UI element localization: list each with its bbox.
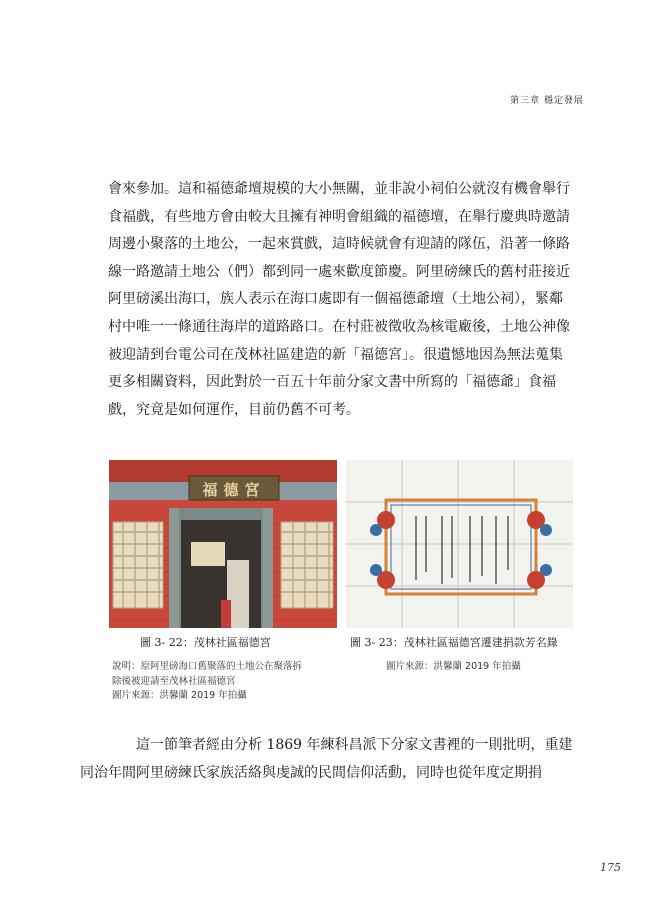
paragraph-line: 這一節筆者經由分析 1869 年練科昌派下分家文書裡的一則批明，重建: [136, 737, 573, 753]
paragraph-line: 同治年間阿里磅練氏家族活絡與虔誠的民間信仰活動，同時也從年度定期捐: [80, 764, 542, 781]
paragraph-line: 食福戲，有些地方會由較大且擁有神明會組織的福德壇，在舉行慶典時邀請: [108, 208, 570, 225]
note-line: 除後被迎請至茂林社區福德宮: [112, 675, 236, 687]
paragraph-line: 更多相關資料，因此對於一百五十年前分家文書中所寫的「福德爺」食福: [108, 374, 556, 391]
paragraph-line: 阿里磅溪出海口，族人表示在海口處即有一個福德爺壇（土地公祠），緊鄰: [108, 291, 563, 308]
figure-caption-left: 圖 3- 22：茂林社區福德宮: [140, 636, 271, 649]
page-number: 175: [600, 861, 621, 874]
paragraph-line: 會來參加。這和福德爺壇規模的大小無關，並非說小祠伯公就沒有機會舉行: [108, 181, 570, 197]
figure-note-right: [386, 660, 521, 675]
note-line: 說明：原阿里磅海口舊聚落的土地公在聚落拆: [112, 661, 303, 672]
donation-tiles-photo: [346, 460, 573, 628]
tile-wall-illustration: [346, 460, 573, 628]
figure-note-left: [112, 660, 352, 704]
paragraph-line: 周邊小聚落的土地公，一起來賞戲，這時候就會有迎請的隊伍，沿著一條路: [108, 236, 570, 253]
body-paragraph-1: [108, 176, 574, 424]
temple-entrance-photo: [109, 460, 337, 628]
body-paragraph-2: [80, 732, 574, 787]
paragraph-line: 戲，究竟是如何運作，目前仍舊不可考。: [108, 401, 360, 418]
running-header: 第三章 穩定發展: [510, 96, 584, 106]
paragraph-line: 村中唯一一條通往海岸的道路路口。在村莊被徵收為核電廠後，土地公神像: [108, 318, 570, 335]
note-line: 圖片來源：洪馨蘭 2019 年拍攝: [112, 690, 247, 701]
temple-plaque-text: 福德宮: [202, 481, 266, 499]
paragraph-line: 線一路邀請土地公（們）都到同一處來歡度節慶。阿里磅練氏的舊村莊接近: [108, 263, 570, 280]
paragraph-line: 被迎請到台電公司在茂林社區建造的新「福德宮」。很遺憾地因為無法蒐集: [108, 346, 563, 363]
figure-caption-right: 圖 3- 23：茂林社區福德宮遷建捐款芳名錄: [350, 636, 558, 649]
note-line: 圖片來源：洪馨蘭 2019 年拍攝: [386, 661, 521, 672]
